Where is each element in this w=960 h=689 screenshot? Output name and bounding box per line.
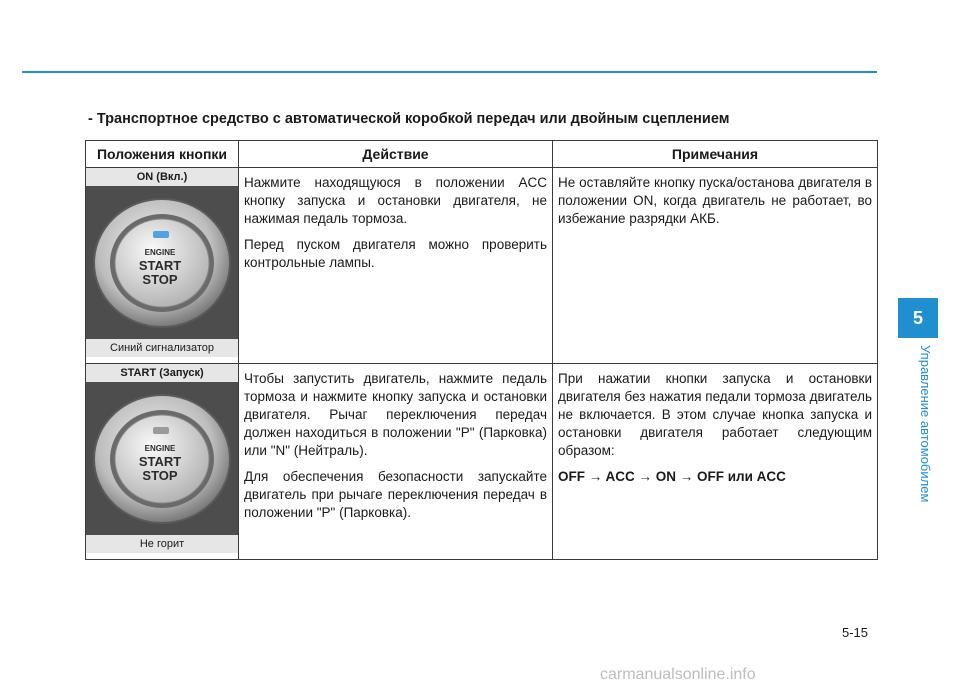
button-text-engine: ENGINE xyxy=(144,443,176,453)
action-text: Чтобы запустить двигатель, нажмите педаль тормоза и нажмите кнопку запуска и остановки двигателя. Рычаг переключения передач должен находиться в положении "P" (Парковка) или "N" (Нейтраль). xyxy=(244,371,547,458)
position-label: ON (Вкл.) xyxy=(86,168,238,186)
action-cell xyxy=(239,364,553,560)
indicator-label: Синий сигнализатор xyxy=(86,339,238,357)
engine-button-image xyxy=(86,382,238,535)
start-stop-button-icon xyxy=(87,193,237,333)
action-text: Для обеспечения безопасности запускайте двигатель при рычаге переключения передач в положении "P" (Парковка). xyxy=(244,469,547,520)
header-notes: Примечания xyxy=(553,141,878,168)
indicator-light xyxy=(153,231,169,238)
button-text-start: START xyxy=(138,453,182,469)
action-text: Перед пуском двигателя можно проверить контрольные лампы. xyxy=(244,237,547,270)
chapter-title: Управление автомобилем xyxy=(918,345,933,503)
notes-text: При нажатии кнопки запуска и остановки двигателя без нажатия педали тормоза двигатель не включается. В этом случае кнопка запуска и остановки двигателя работает следующим образом: xyxy=(558,371,872,458)
header-positions: Положения кнопки xyxy=(86,141,239,168)
button-text-stop: STOP xyxy=(142,467,178,483)
table-row xyxy=(86,168,878,364)
notes-cell xyxy=(553,168,878,364)
table-row xyxy=(86,364,878,560)
button-text-engine: ENGINE xyxy=(144,247,176,257)
notes-text: Не оставляйте кнопку пуска/останова двигателя в положении ON, когда двигатель не работает, во избежание разрядки АКБ. xyxy=(558,175,872,226)
mode-sequence: OFF → ACC → ON → OFF или ACC xyxy=(558,469,786,484)
indicator-light xyxy=(153,427,169,434)
start-stop-button-icon xyxy=(87,389,237,529)
action-cell xyxy=(239,168,553,364)
header-action: Действие xyxy=(239,141,553,168)
section-heading: - Транспортное средство с автоматической коробкой передач или двойным сцеплением xyxy=(88,111,730,127)
button-position-cell xyxy=(86,168,239,364)
position-label: START (Запуск) xyxy=(86,364,238,382)
top-rule xyxy=(22,71,877,73)
engine-button-image xyxy=(86,186,238,339)
table-header-row xyxy=(86,141,878,168)
button-text-start: START xyxy=(138,257,182,273)
indicator-label: Не горит xyxy=(86,535,238,553)
action-text: Нажмите находящуюся в положении ACC кнопку запуска и остановки двигателя, не нажимая педаль тормоза. xyxy=(244,175,547,226)
page-number: 5-15 xyxy=(842,625,869,640)
button-positions-table xyxy=(85,140,878,560)
button-text-stop: STOP xyxy=(142,271,178,287)
watermark: carmanualsonline.info xyxy=(600,666,756,683)
button-position-cell xyxy=(86,364,239,560)
notes-cell xyxy=(553,364,878,560)
chapter-tab: 5 xyxy=(898,298,938,338)
